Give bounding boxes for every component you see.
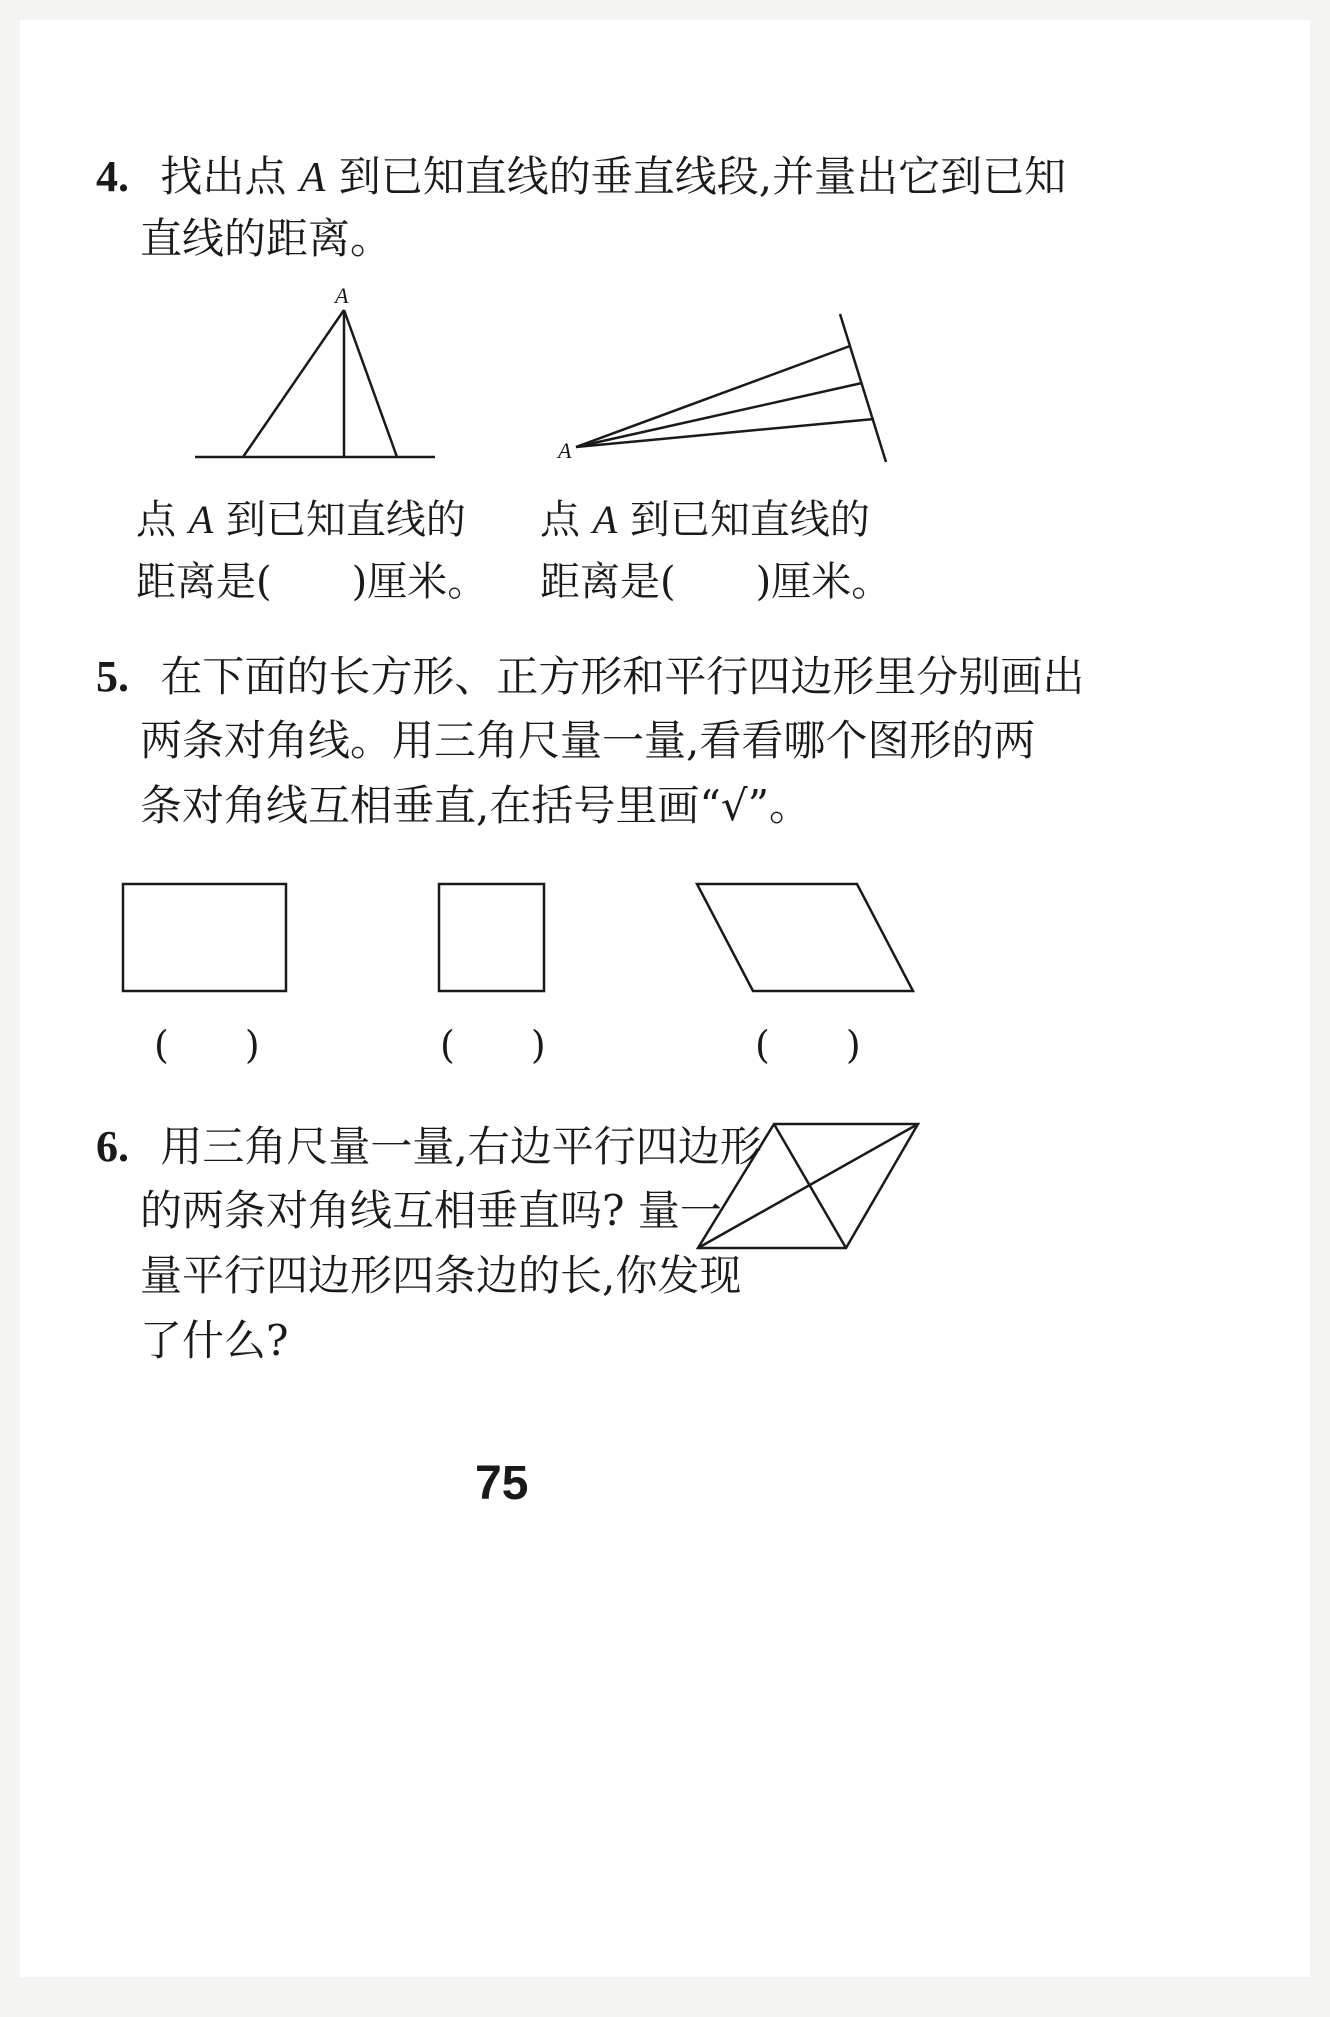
question-5-number: 5. bbox=[96, 652, 129, 701]
q4-fig2-answer-prefix: 点 bbox=[540, 497, 580, 543]
question-4-text-prefix: 找出点 bbox=[160, 152, 287, 201]
q4-fig1-apex-label: A bbox=[335, 283, 349, 308]
q4-fig1-answer-blank[interactable]: 距离是( )厘米。 bbox=[136, 559, 488, 605]
page-number: 75 bbox=[475, 1457, 529, 1510]
q5-square-answer-bracket[interactable]: ( ) bbox=[440, 1023, 546, 1067]
question-4-number: 4. bbox=[96, 152, 129, 201]
question-4-line-2: 直线的距离。 bbox=[140, 214, 393, 263]
question-6-line-4: 了什么? bbox=[140, 1316, 289, 1365]
question-4-text-suffix: 到已知直线的垂直线段,并量出它到已知 bbox=[338, 152, 1067, 201]
question-6-line-3: 量平行四边形四条边的长,你发现 bbox=[140, 1251, 742, 1300]
q6-diagonal-2 bbox=[698, 1124, 918, 1248]
question-6-text-1: 用三角尺量一量,右边平行四边形 bbox=[160, 1122, 762, 1171]
q4-fig1-answer-suffix: 到已知直线的 bbox=[225, 497, 466, 543]
q5-parallelogram-answer-bracket[interactable]: ( ) bbox=[755, 1023, 861, 1067]
q4-fig2-answer-point: A bbox=[592, 497, 618, 542]
q4-fig1-answer-prefix: 点 bbox=[136, 497, 176, 543]
q5-rectangle-answer-bracket[interactable]: ( ) bbox=[154, 1023, 260, 1067]
question-4-point-label: A bbox=[299, 155, 326, 201]
question-6-number: 6. bbox=[96, 1122, 129, 1171]
q4-fig2-vertex-label: A bbox=[558, 438, 572, 463]
question-5-text-1: 在下面的长方形、正方形和平行四边形里分别画出 bbox=[160, 652, 1085, 701]
q4-fig2-answer-suffix: 到已知直线的 bbox=[629, 497, 870, 543]
question-5-line-2: 两条对角线。用三角尺量一量,看看哪个图形的两 bbox=[140, 716, 1036, 765]
question-6-line-2: 的两条对角线互相垂直吗? 量一 bbox=[140, 1186, 722, 1235]
q6-rhombus-figure bbox=[20, 20, 1310, 1977]
q4-fig2-answer-blank[interactable]: 距离是( )厘米。 bbox=[540, 559, 892, 605]
workbook-page bbox=[20, 20, 1310, 1977]
question-5-line-3: 条对角线互相垂直,在括号里画“√”。 bbox=[140, 781, 812, 830]
q4-fig1-answer-point: A bbox=[188, 497, 214, 542]
